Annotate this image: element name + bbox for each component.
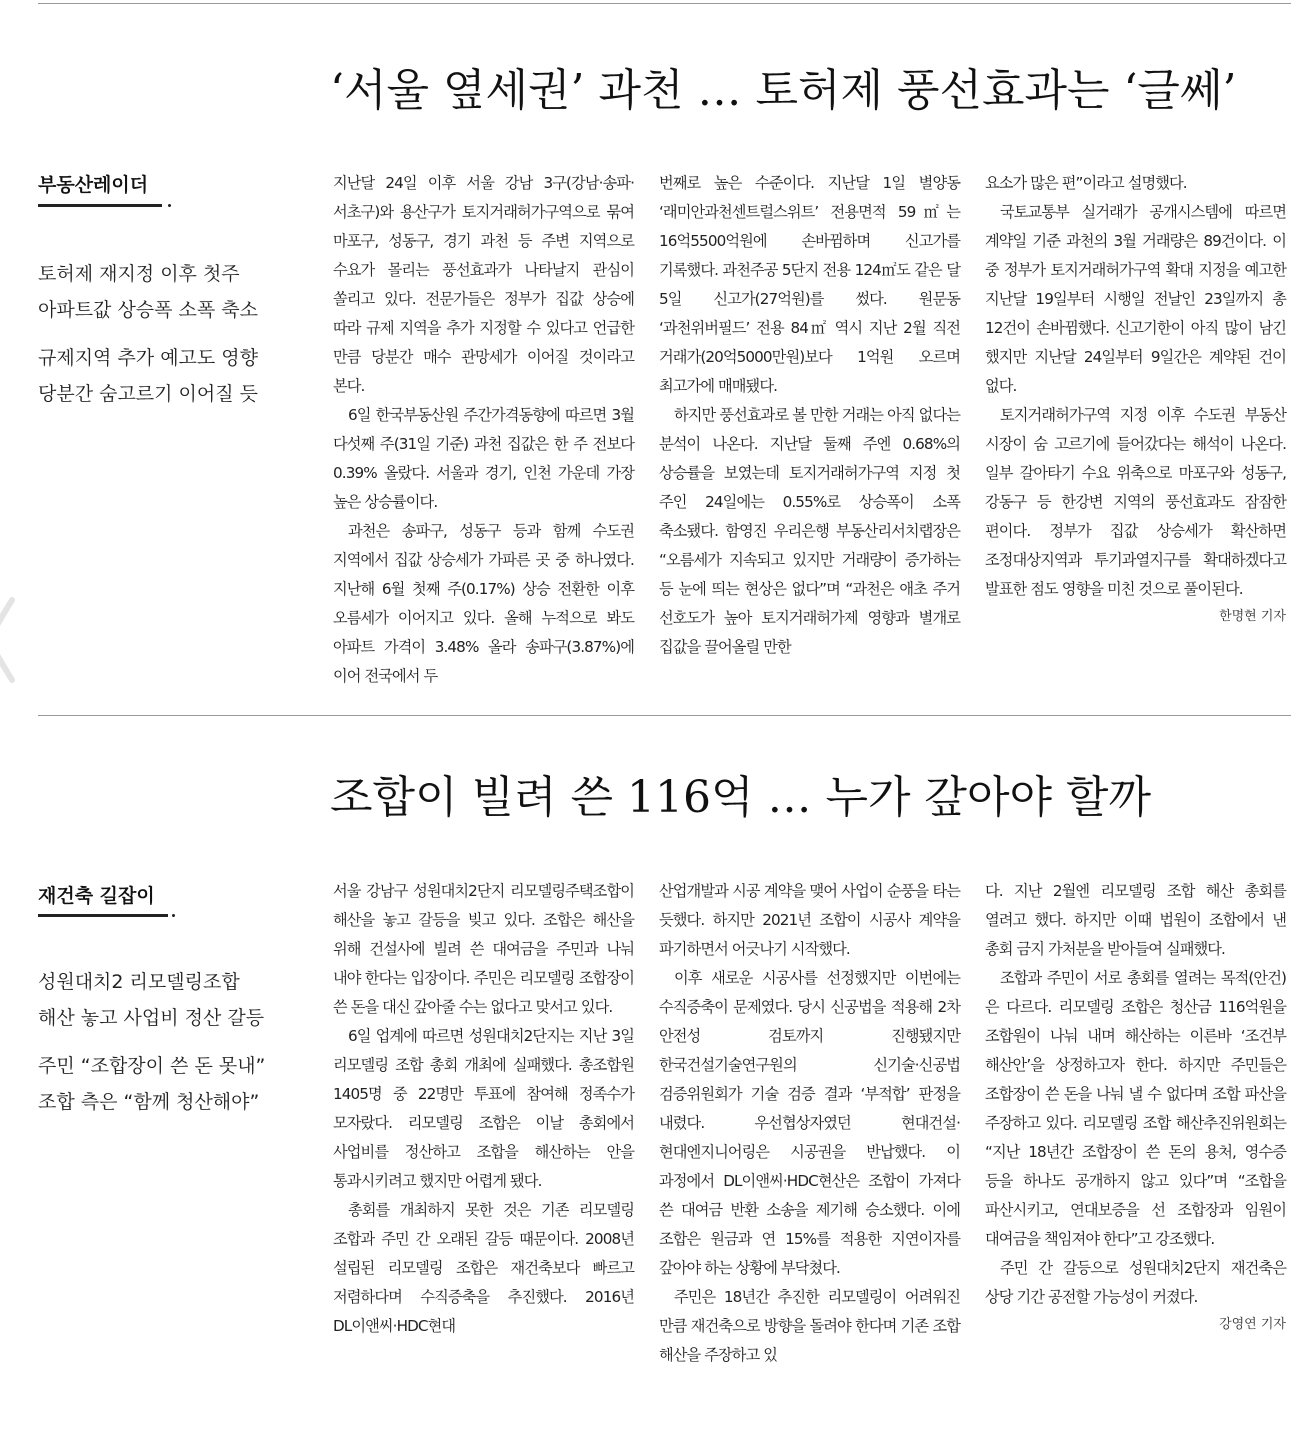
article2-subhead-2: 주민 “조합장이 쓴 돈 못내” 조합 측은 “함께 청산해야”: [38, 1055, 266, 1113]
article2-paragraph: 총회를 개최하지 못한 것은 기존 리모델링 조합과 주민 간 오래된 갈등 때문이다. 2008년 설립된 리모델링 조합은 재건축보다 빠르고 저렴하다며 수직증축을 추진했다. 2016년 DL이앤씨·HDC현대: [333, 1201, 634, 1335]
article2-paragraph: 6일 업계에 따르면 성원대치2단지는 지난 3일 리모델링 조합 총회 개최에 실패했다. 총조합원 1405명 중 22명만 투표에 참여해 정족수가 모자랐다. 리모델링 조합은 이날 총회에서 사업비를 정산하고 조합을 해산하는 안을 통과시키려고 했지만 어렵게 됐다.: [333, 1027, 634, 1190]
article2-column-2: [659, 877, 960, 1370]
article2-paragraph: 다. 지난 2월엔 리모델링 조합 해산 총회를 열려고 했다. 하지만 이때 법원이 조합에서 낸 총회 금지 가처분을 받아들여 실패했다.: [985, 882, 1286, 958]
article1-subhead-1: 토허제 재지정 이후 첫주 아파트값 상승폭 소폭 축소: [38, 263, 259, 321]
article1-byline: 한명현 기자: [1219, 609, 1286, 624]
article1-kicker-dot: [168, 204, 171, 207]
top-rule: [38, 3, 1291, 4]
article1-body: [333, 169, 1286, 691]
article2-column-3: [985, 877, 1286, 1370]
article2-paragraph: 산업개발과 시공 계약을 맺어 사업이 순풍을 타는 듯했다. 하지만 2021년 조합이 시공사 계약을 파기하면서 어긋나기 시작했다.: [659, 882, 960, 958]
article1-headline: ‘서울 옆세권’ 과천 … 토허제 풍선효과는 ‘글쎄’: [330, 65, 1237, 116]
article1-paragraph: 국토교통부 실거래가 공개시스템에 따르면 계약일 기준 과천의 3월 거래량은 89건이다. 이 중 정부가 토지거래허가구역 확대 지정을 예고한 지난달 19일부터 시행일 전날인 23일까지 총 12건이 손바뀜했다. 신고기한이 아직 많이 남긴 했지만 지난달 24일부터 9일간은 계약된 건이 없다.: [985, 203, 1286, 395]
chevron-left-icon: [0, 595, 16, 685]
article1-paragraph: 과천은 송파구, 성동구 등과 함께 수도권 지역에서 집값 상승세가 가파른 곳 중 하나였다. 지난해 6월 첫째 주(0.17%) 상승 전환한 이후 오름세가 이어지고 있다. 올해 누적으로 봐도 아파트 가격이 3.48% 올라 송파구(3.87%)에 이어 전국에서 두: [333, 522, 634, 685]
article2-paragraph: 조합과 주민이 서로 총회를 열려는 목적(안건)은 다르다. 리모델링 조합은 청산금 116억원을 조합원이 나눠 내며 해산하는 이른바 ‘조건부 해산안’을 상정하고자 한다. 하지만 주민들은 조합장이 쓴 돈을 나눠 낼 수 없다며 조합 파산을 주장하고 있다. 리모델링 조합 해산추진위원회는 “지난 18년간 조합장이 쓴 돈의 용처, 영수증 등을 하나도 공개하지 않고 있다”며 “조합을 파산시키고, 연대보증을 선 조합장과 임원이 대여금을 책임져야 한다”고 강조했다.: [985, 969, 1286, 1248]
article2-kicker-underline: [38, 914, 168, 917]
article2-subhead-1: 성원대치2 리모델링조합 해산 놓고 사업비 정산 갈등: [38, 971, 265, 1029]
article1-column-2: [659, 169, 960, 691]
article1-paragraph: 요소가 많은 편”이라고 설명했다.: [985, 174, 1187, 192]
section-divider: [38, 715, 1291, 716]
article1-paragraph: 토지거래허가구역 지정 이후 수도권 부동산 시장이 숨 고르기에 들어갔다는 해석이 나온다. 일부 갈아타기 수요 위축으로 마포구와 성동구, 강동구 등 한강변 지역의 풍선효과도 잠잠한 편이다. 정부가 집값 상승세가 확산하면 조정대상지역과 투기과열지구를 확대하겠다고 발표한 점도 영향을 미친 것으로 풀이된다.: [985, 406, 1286, 598]
article1-subhead-2: 규제지역 추가 예고도 영향 당분간 숨고르기 이어질 듯: [38, 347, 259, 405]
article2-column-1: [333, 877, 634, 1370]
article1-column-3: [985, 169, 1286, 691]
article1-paragraph: 지난달 24일 이후 서울 강남 3구(강남·송파·서초구)와 용산구가 토지거래허가구역으로 묶여 마포구, 성동구, 경기 과천 등 주변 지역으로 수요가 몰리는 풍선효과가 나타날지 관심이 쏠리고 있다. 전문가들은 정부가 집값 상승에 따라 규제 지역을 추가 지정할 수 있다고 언급한 만큼 당분간 매수 관망세가 이어질 것이라고 본다.: [333, 174, 634, 395]
article2-paragraph: 주민은 18년간 추진한 리모델링이 어려워진 만큼 재건축으로 방향을 돌려야 한다며 기존 조합 해산을 주장하고 있: [659, 1288, 960, 1364]
article2-headline: 조합이 빌려 쓴 116억 … 누가 갚아야 할까: [330, 772, 1151, 823]
article2-paragraph: 서울 강남구 성원대치2단지 리모델링주택조합이 해산을 놓고 갈등을 빚고 있다. 조합은 해산을 위해 건설사에 빌려 쓴 대여금을 주민과 나눠 내야 한다는 입장이다. 주민은 리모델링 조합장이 쓴 돈을 대신 갚아줄 수는 없다고 맞서고 있다.: [333, 882, 634, 1016]
article2-subheads: [38, 964, 298, 1132]
article1-column-1: [333, 169, 634, 691]
article1-subheads: [38, 256, 298, 424]
article1-paragraph: 6일 한국부동산원 주간가격동향에 따르면 3월 다섯째 주(31일 기준) 과천 집값은 한 주 전보다 0.39% 올랐다. 서울과 경기, 인천 가운데 가장 높은 상승률이다.: [333, 406, 634, 511]
article1-kicker-underline: [38, 204, 162, 207]
article1-kicker: 부동산레이더: [38, 174, 149, 196]
article2-body: [333, 877, 1286, 1370]
article2-kicker-dot: [172, 914, 175, 917]
article2-kicker: 재건축 길잡이: [38, 885, 155, 907]
article2-byline: 강영연 기자: [1219, 1317, 1286, 1332]
article2-paragraph: 이후 새로운 시공사를 선정했지만 이번에는 수직증축이 문제였다. 당시 신공법을 적용해 2차 안전성 검토까지 진행됐지만 한국건설기술연구원의 신기술·신공법 검증위원회가 기술 검증 결과 ‘부적합’ 판정을 내렸다. 우선협상자였던 현대건설·현대엔지니어링은 시공권을 반납했다. 이 과정에서 DL이앤씨·HDC현산은 조합이 가져다 쓴 대여금 반환 소송을 제기해 승소했다. 이에 조합은 원금과 연 15%를 적용한 지연이자를 갚아야 하는 상황에 부닥쳤다.: [659, 969, 960, 1277]
article2-paragraph: 주민 간 갈등으로 성원대치2단지 재건축은 상당 기간 공전할 가능성이 커졌다.: [985, 1259, 1286, 1306]
article1-paragraph: 번째로 높은 수준이다. 지난달 1일 별양동 ‘래미안과천센트럴스위트’ 전용면적 59㎡는 16억5500억원에 손바뀜하며 신고가를 기록했다. 과천주공 5단지 전용 124㎡도 같은 달 5일 신고가(27억원)를 썼다. 원문동 ‘과천위버필드’ 전용 84㎡ 역시 지난 2월 직전 거래가(20억5000만원)보다 1억원 오르며 최고가에 매매됐다.: [659, 174, 960, 395]
article1-paragraph: 하지만 풍선효과로 볼 만한 거래는 아직 없다는 분석이 나온다. 지난달 둘째 주엔 0.68%의 상승률을 보였는데 토지거래허가구역 지정 첫 주인 24일에는 0.55%로 상승폭이 소폭 축소됐다. 함영진 우리은행 부동산리서치랩장은 “오름세가 지속되고 있지만 거래량이 증가하는 등 눈에 띄는 현상은 없다”며 “과천은 애초 주거 선호도가 높아 토지거래허가제 영향과 별개로 집값을 끌어올릴 만한: [659, 406, 960, 656]
